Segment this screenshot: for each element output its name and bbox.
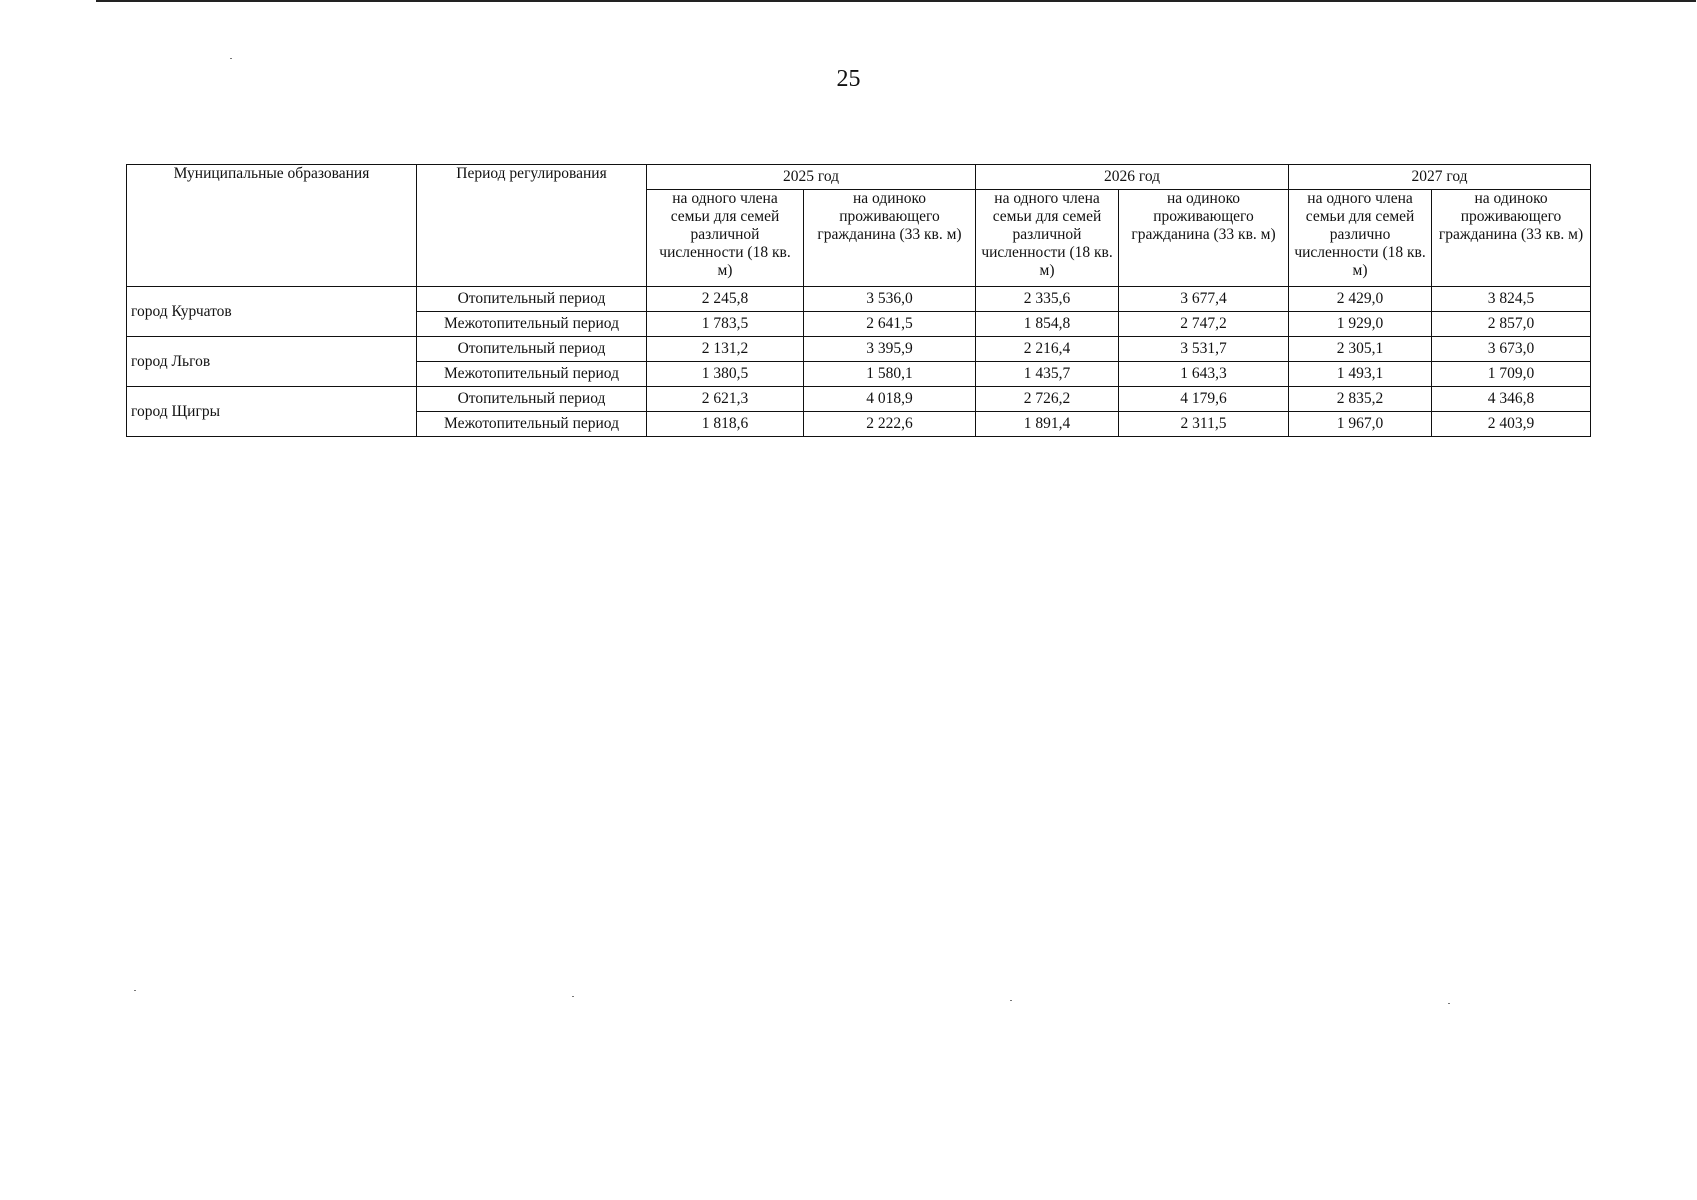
value-cell: 1 380,5 [647,362,804,387]
value-cell: 2 747,2 [1119,312,1289,337]
table-row [127,337,1591,362]
value-cell: 2 131,2 [647,337,804,362]
value-cell: 2 403,9 [1432,412,1591,437]
value-cell: 1 493,1 [1289,362,1432,387]
header-municipality: Муниципальные образования [127,165,417,287]
value-cell: 3 673,0 [1432,337,1591,362]
header-2025-per-single: на одиноко проживающего гражданина (33 кв. м) [804,190,976,287]
value-cell: 1 891,4 [976,412,1119,437]
value-cell: 1 929,0 [1289,312,1432,337]
value-cell: 1 818,6 [647,412,804,437]
value-cell: 2 311,5 [1119,412,1289,437]
value-cell: 2 335,6 [976,287,1119,312]
municipality-name: город Курчатов [127,287,417,337]
page-number: 25 [836,66,861,92]
top-border-line [96,0,1696,2]
value-cell: 3 824,5 [1432,287,1591,312]
value-cell: 2 305,1 [1289,337,1432,362]
header-2027-per-single: на одиноко проживающего гражданина (33 кв. м) [1432,190,1591,287]
value-cell: 2 621,3 [647,387,804,412]
value-cell: 3 395,9 [804,337,976,362]
scan-speck [1448,1003,1450,1004]
period-name: Отопительный период [417,337,647,362]
header-year-2026: 2026 год [976,165,1289,190]
header-2027-per-member: на одного члена семьи для семей различно численности (18 кв. м) [1289,190,1432,287]
tariff-table [126,164,1591,437]
header-period: Период регулирования [417,165,647,287]
value-cell: 4 179,6 [1119,387,1289,412]
table-row [127,387,1591,412]
period-name: Отопительный период [417,287,647,312]
table-row [127,287,1591,312]
header-year-2027: 2027 год [1289,165,1591,190]
value-cell: 1 709,0 [1432,362,1591,387]
header-2026-per-member: на одного члена семьи для семей различной численности (18 кв. м) [976,190,1119,287]
value-cell: 2 429,0 [1289,287,1432,312]
value-cell: 2 857,0 [1432,312,1591,337]
value-cell: 1 435,7 [976,362,1119,387]
period-name: Отопительный период [417,387,647,412]
value-cell: 1 783,5 [647,312,804,337]
value-cell: 3 536,0 [804,287,976,312]
value-cell: 2 216,4 [976,337,1119,362]
value-cell: 3 531,7 [1119,337,1289,362]
value-cell: 2 726,2 [976,387,1119,412]
header-row-years [127,165,1591,190]
value-cell: 1 580,1 [804,362,976,387]
value-cell: 2 641,5 [804,312,976,337]
value-cell: 2 245,8 [647,287,804,312]
municipality-name: город Льгов [127,337,417,387]
period-name: Межотопительный период [417,362,647,387]
value-cell: 1 643,3 [1119,362,1289,387]
scan-speck [572,996,574,997]
scan-speck [1010,1000,1012,1001]
header-2025-per-member: на одного члена семьи для семей различной численности (18 кв. м) [647,190,804,287]
scan-speck [134,990,136,991]
scan-speck [230,58,232,59]
value-cell: 4 346,8 [1432,387,1591,412]
period-name: Межотопительный период [417,312,647,337]
period-name: Межотопительный период [417,412,647,437]
header-2026-per-single: на одиноко проживающего гражданина (33 кв. м) [1119,190,1289,287]
value-cell: 4 018,9 [804,387,976,412]
value-cell: 2 222,6 [804,412,976,437]
value-cell: 1 967,0 [1289,412,1432,437]
municipality-name: город Щигры [127,387,417,437]
value-cell: 3 677,4 [1119,287,1289,312]
value-cell: 2 835,2 [1289,387,1432,412]
header-year-2025: 2025 год [647,165,976,190]
value-cell: 1 854,8 [976,312,1119,337]
